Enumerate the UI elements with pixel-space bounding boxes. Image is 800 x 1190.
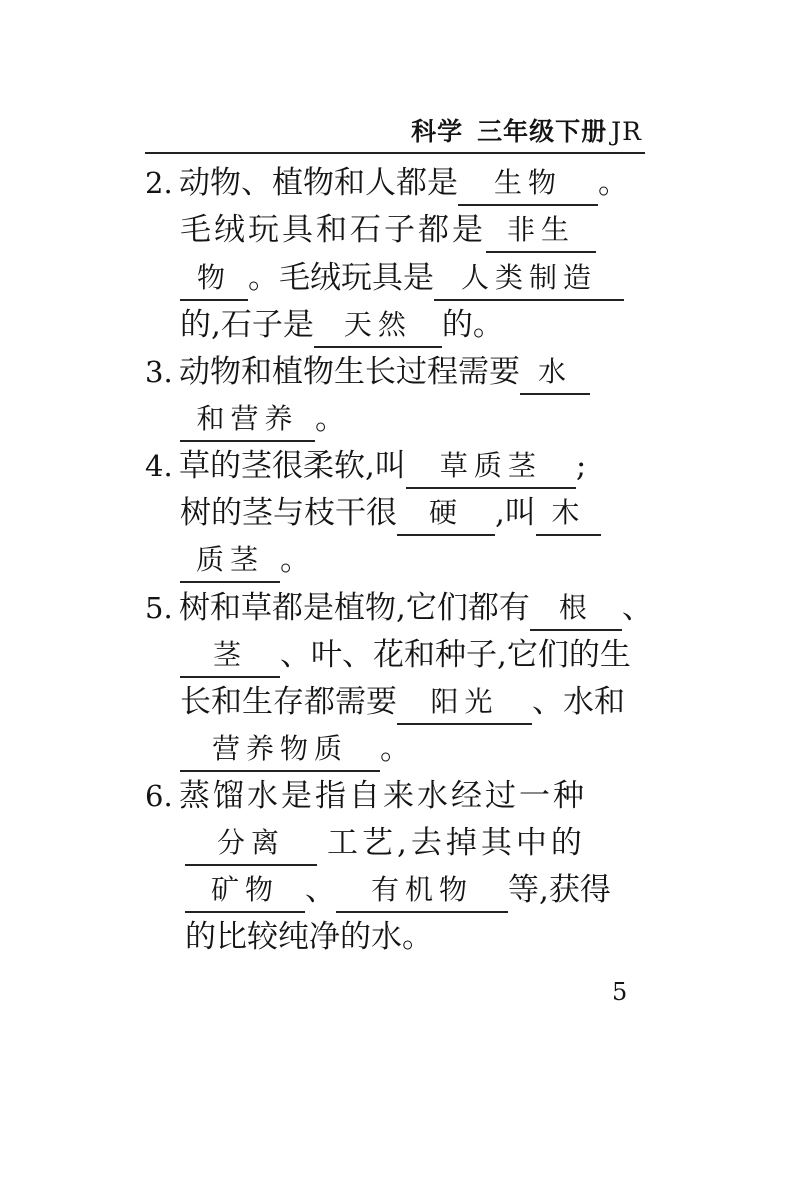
q3-punct: 。 (315, 401, 346, 437)
header-rule (145, 152, 645, 154)
q6-text-1: 蒸馏水是指自来水经过一种 (179, 778, 587, 814)
q2-text-2: 毛绒玩具和石子都是 (180, 212, 486, 248)
q6-sep: 、 (305, 872, 336, 908)
q4-number: 4. (145, 449, 173, 483)
q5-punct-1: 、 (621, 590, 653, 626)
q3-line-1 (145, 347, 590, 397)
q2-number: 2. (145, 166, 173, 200)
q2-text-4a: 的,石子是 (180, 307, 314, 343)
q2-punct-1: 。 (598, 165, 629, 201)
q6-text-4: 的比较纯净的水。 (185, 919, 433, 955)
q5-answer-1: 根 (530, 583, 622, 631)
q6-text-3: 等,获得 (508, 872, 611, 908)
q5-text-3b: 、水和 (532, 684, 625, 720)
edition-label: JR (611, 117, 642, 146)
q2-answer-4: 天然 (314, 300, 442, 348)
q2-line-4 (180, 300, 504, 350)
q6-answer-2: 矿物 (185, 865, 305, 913)
q6-line-3 (185, 865, 611, 915)
q5-text-2: 、叶、花和种子,它们的生 (280, 637, 631, 673)
q4-text-1: 草的茎很柔软,叫 (179, 448, 406, 484)
q4-punct-3: 。 (280, 542, 311, 578)
q4-answer-3a: 木 (536, 488, 601, 536)
q6-number: 6. (145, 779, 173, 813)
q3-number: 3. (145, 355, 173, 389)
q6-line-4 (185, 912, 433, 962)
q5-text-1: 树和草都是植物,它们都有 (179, 590, 530, 626)
q5-text-3a: 长和生存都需要 (180, 684, 397, 720)
q4-text-2a: 树的茎与枝干很 (180, 495, 397, 531)
q3-line-2 (180, 394, 346, 444)
q4-answer-2: 硬 (397, 488, 495, 536)
q5-line-1 (145, 583, 653, 633)
q4-punct-1: ; (575, 448, 587, 484)
book-label: 三年级下册 (477, 117, 608, 146)
q4-line-1 (145, 441, 586, 491)
q5-answer-2: 茎 (180, 630, 280, 678)
q2-answer-2a: 非生 (486, 205, 596, 253)
q6-answer-3: 有机物 (336, 865, 508, 913)
q4-line-3 (180, 535, 311, 585)
q2-text-3: 。毛绒玩具是 (248, 260, 434, 296)
q2-line-1 (145, 158, 629, 208)
q5-number: 5. (145, 591, 173, 625)
q6-answer-1: 分离 (185, 818, 317, 866)
q5-line-3 (180, 677, 625, 727)
page-number: 5 (612, 978, 628, 1006)
q2-answer-3: 人类制造 (434, 253, 624, 301)
q3-text-1: 动物和植物生长过程需要 (179, 354, 520, 390)
page-header (380, 112, 642, 148)
q5-line-2 (180, 630, 631, 680)
q5-answer-3: 阳光 (397, 677, 532, 725)
q6-line-2 (185, 818, 586, 868)
q4-answer-3b: 质茎 (180, 535, 280, 583)
q2-answer-2b: 物 (180, 253, 248, 301)
q6-line-1 (145, 771, 587, 821)
q2-text-1: 动物、植物和人都是 (179, 165, 458, 201)
q5-punct-4: 。 (380, 731, 411, 767)
q2-text-4b: 的。 (441, 307, 504, 343)
q3-answer-1b: 和营养 (180, 394, 315, 442)
q2-line-3 (180, 253, 624, 303)
q4-text-2b: ,叫 (495, 495, 536, 531)
q6-text-2: 工艺,去掉其中的 (327, 825, 586, 861)
q2-answer-1: 生物 (458, 158, 598, 206)
q4-answer-1: 草质茎 (406, 441, 576, 489)
q5-line-4 (180, 724, 411, 774)
subject-label: 科学 (411, 117, 464, 146)
q5-answer-4: 营养物质 (180, 724, 380, 772)
q4-line-2 (180, 488, 601, 538)
q2-line-2 (180, 205, 596, 255)
q3-answer-1a: 水 (520, 347, 590, 395)
